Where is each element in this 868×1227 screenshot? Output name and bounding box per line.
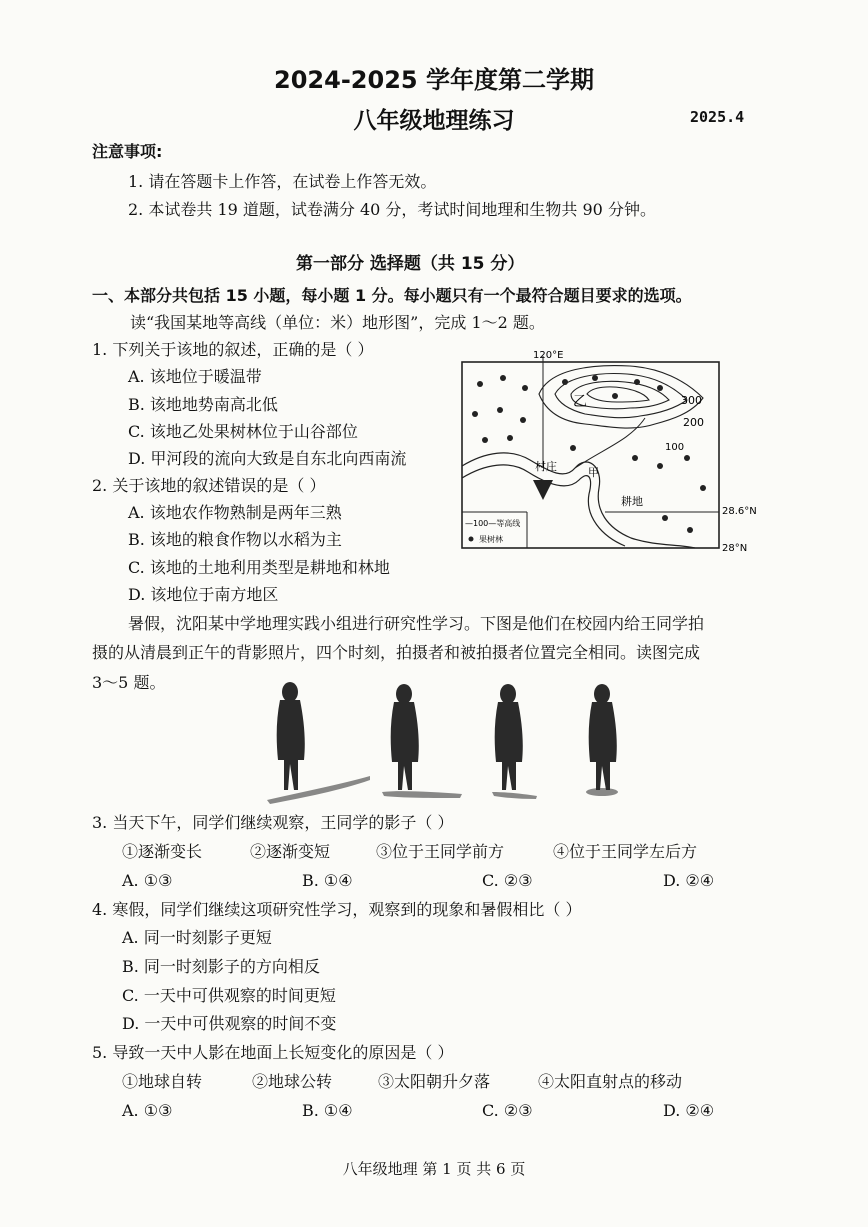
q1-option-a: A. 该地位于暖温带 bbox=[128, 367, 262, 386]
q4-option-b: B. 同一时刻影子的方向相反 bbox=[122, 957, 320, 976]
q2-option-c: C. 该地的土地利用类型是耕地和林地 bbox=[128, 558, 390, 577]
q1-stem: 1. 下列关于该地的叙述，正确的是（ ） bbox=[92, 340, 374, 359]
page-footer: 八年级地理 第 1 页 共 6 页 bbox=[342, 1160, 526, 1178]
passage-line: 3～5 题。 bbox=[92, 673, 166, 692]
q4-stem: 4. 寒假，同学们继续这项研究性学习，观察到的现象和暑假相比（ ） bbox=[92, 900, 582, 919]
q4-option-a: A. 同一时刻影子更短 bbox=[122, 928, 272, 947]
shadow-photos bbox=[262, 680, 652, 804]
label-jia: 甲 bbox=[588, 466, 599, 479]
silhouette-noon bbox=[586, 684, 618, 796]
q3-choice-3: ③位于王同学前方 bbox=[376, 842, 505, 861]
legend-contour: —100—等高线 bbox=[465, 519, 521, 528]
q5-choice-1: ①地球自转 bbox=[122, 1072, 203, 1091]
q3-option-d: D. ②④ bbox=[663, 871, 715, 890]
silhouette-dawn bbox=[267, 682, 370, 804]
label-farmland: 耕地 bbox=[621, 495, 643, 508]
q3-option-a: A. ①③ bbox=[122, 871, 173, 890]
silhouette-forenoon bbox=[492, 684, 537, 799]
lon-label: 120°E bbox=[533, 350, 564, 361]
q1-option-b: B. 该地地势南高北低 bbox=[128, 395, 278, 414]
q5-option-a: A. ①③ bbox=[122, 1101, 173, 1120]
contour-map bbox=[455, 348, 775, 553]
q1-option-d: D. 甲河段的流向大致是自东北向西南流 bbox=[128, 449, 407, 468]
q2-option-b: B. 该地的粮食作物以水稻为主 bbox=[128, 530, 342, 549]
exam-title: 2024-2025 学年度第二学期 bbox=[274, 66, 594, 94]
part1-heading: 第一部分 选择题（共 15 分） bbox=[296, 254, 525, 274]
river-bank-south bbox=[462, 465, 625, 546]
q3-stem: 3. 当天下午，同学们继续观察，王同学的影子（ ） bbox=[92, 813, 454, 832]
contour-300-label: 300 bbox=[681, 394, 702, 407]
part1-intro: 一、本部分共包括 15 小题，每小题 1 分。每小题只有一个最符合题目要求的选项。 bbox=[92, 286, 692, 305]
q3-choice-1: ①逐渐变长 bbox=[122, 842, 203, 861]
q2-option-a: A. 该地农作物熟制是两年三熟 bbox=[128, 503, 342, 522]
note-item: 1. 请在答题卡上作答，在试卷上作答无效。 bbox=[128, 172, 437, 191]
q3-choice-4: ④位于王同学左后方 bbox=[553, 842, 698, 861]
q5-option-d: D. ②④ bbox=[663, 1101, 715, 1120]
q5-choice-4: ④太阳直射点的移动 bbox=[538, 1072, 683, 1091]
q5-choice-2: ②地球公转 bbox=[252, 1072, 333, 1091]
q2-stem: 2. 关于该地的叙述错误的是（ ） bbox=[92, 476, 326, 495]
contour-100-label: 100 bbox=[665, 442, 685, 453]
q3-option-b: B. ①④ bbox=[302, 871, 353, 890]
passage-line: 暑假，沈阳某中学地理实践小组进行研究性学习。下图是他们在校园内给王同学拍 bbox=[128, 614, 705, 633]
q2-option-d: D. 该地位于南方地区 bbox=[128, 585, 279, 604]
q5-stem: 5. 导致一天中人影在地面上长短变化的原因是（ ） bbox=[92, 1043, 454, 1062]
label-village: 村庄 bbox=[535, 460, 557, 473]
q4-option-d: D. 一天中可供观察的时间不变 bbox=[122, 1014, 337, 1033]
q5-option-c: C. ②③ bbox=[482, 1101, 533, 1120]
label-yi: 乙 bbox=[573, 394, 587, 410]
exam-date: 2025.4 bbox=[690, 108, 745, 126]
notes-heading: 注意事项: bbox=[92, 142, 163, 161]
q5-option-b: B. ①④ bbox=[302, 1101, 353, 1120]
contour-100 bbox=[539, 366, 703, 428]
legend-orchard-icon bbox=[469, 537, 474, 542]
lat-top-label: 28.6°N bbox=[722, 506, 757, 517]
contour-200-label: 200 bbox=[683, 416, 704, 429]
silhouette-morning bbox=[382, 684, 462, 798]
note-item: 2. 本试卷共 19 道题，试卷满分 40 分，考试时间地理和生物共 90 分钟。 bbox=[128, 200, 656, 219]
q3-choice-2: ②逐渐变短 bbox=[250, 842, 331, 861]
q1-option-c: C. 该地乙处果树林位于山谷部位 bbox=[128, 422, 358, 441]
legend-orchard: 果树林 bbox=[479, 535, 503, 544]
contour-peak bbox=[587, 387, 649, 402]
exam-subtitle: 八年级地理练习 bbox=[353, 108, 515, 134]
q5-choice-3: ③太阳朝升夕落 bbox=[378, 1072, 491, 1091]
q4-option-c: C. 一天中可供观察的时间更短 bbox=[122, 986, 336, 1005]
q3-option-c: C. ②③ bbox=[482, 871, 533, 890]
passage-line: 摄的从清晨到正午的背影照片，四个时刻，拍摄者和被拍摄者位置完全相同。读图完成 bbox=[92, 643, 701, 662]
village-symbol bbox=[533, 480, 553, 500]
map-intro: 读“我国某地等高线（单位：米）地形图”，完成 1～2 题。 bbox=[130, 313, 545, 332]
lat-bottom-label: 28°N bbox=[722, 543, 748, 553]
